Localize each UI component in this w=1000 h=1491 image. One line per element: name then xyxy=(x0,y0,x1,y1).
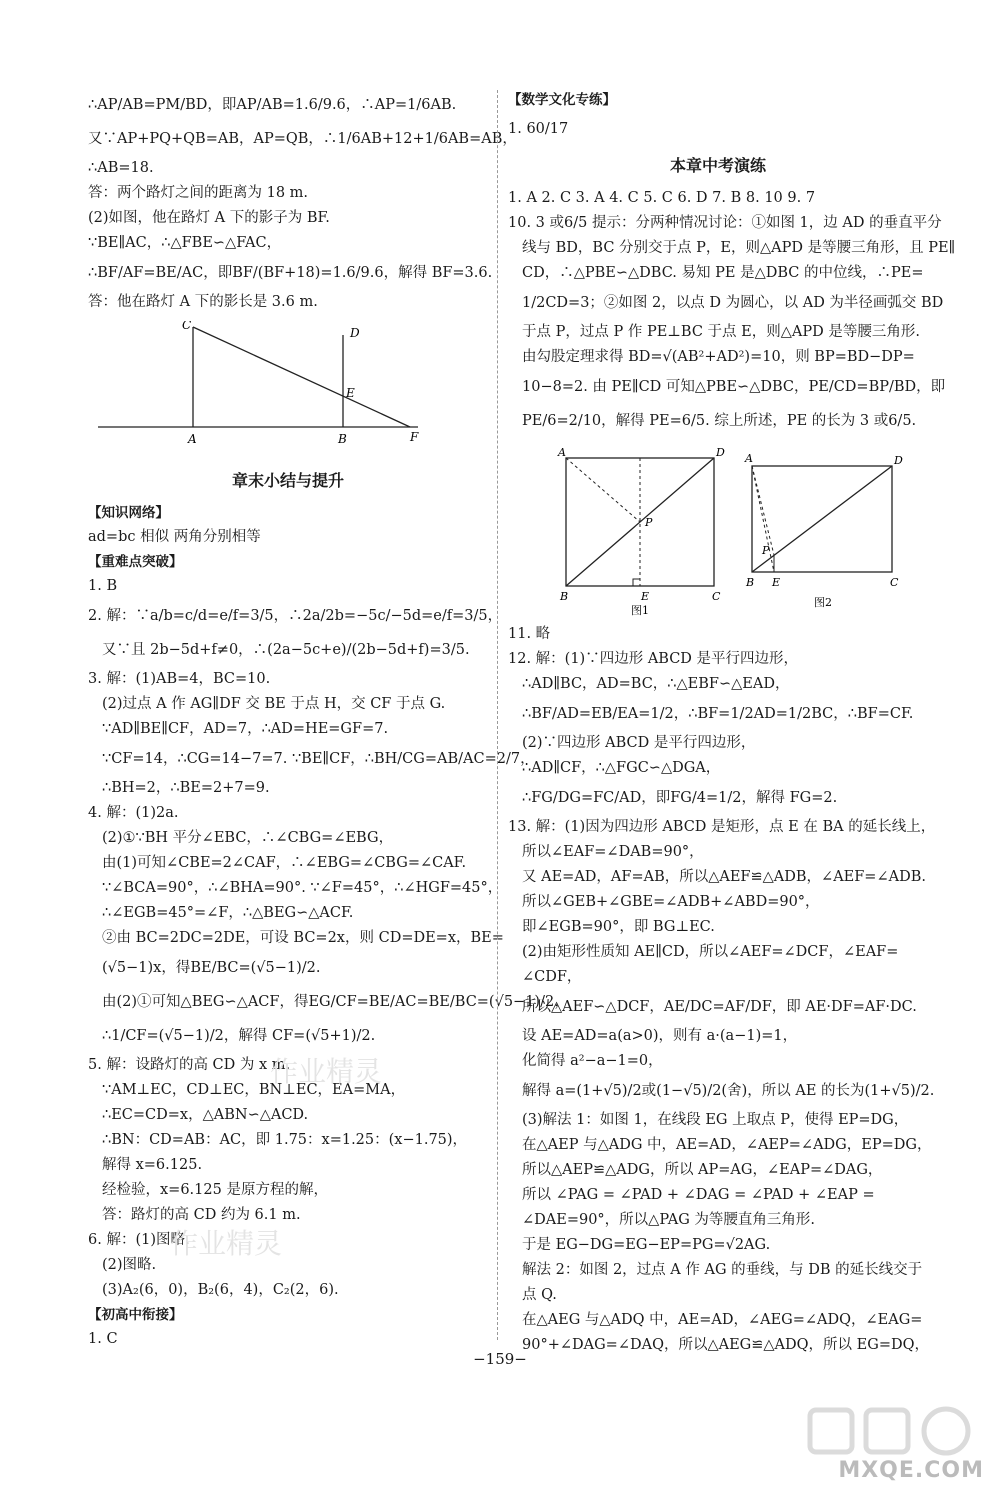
subsection-header: 【知识网络】 xyxy=(88,505,169,521)
text-line: ∴BH=2，∴BE=2+7=9. xyxy=(102,780,270,796)
text-line: ∴AB=18. xyxy=(88,160,154,176)
text-line: 即∠EGB=90°，即 BG⊥EC. xyxy=(522,919,715,935)
text-line: 于是 EG−DG=EG−EP=PG=√2AG. xyxy=(522,1237,771,1253)
text-line: 又∵且 2b−5d+f≠0，∴(2a−5c+e)/(2b−5d+f)=3/5. xyxy=(102,642,470,658)
text-line: 在△AEG 与△ADQ 中，AE=AD，∠AEG=∠ADQ，∠EAG= xyxy=(522,1312,923,1328)
fig1-label-D: D xyxy=(716,446,725,459)
text-line: ∵AD∥BE∥CF，AD=7，∴AD=HE=GF=7. xyxy=(102,721,389,737)
text-line: 3. 解：(1)AB=4，BC=10. xyxy=(88,671,271,687)
label-F: F xyxy=(410,430,419,444)
text-line: 设 AE=AD=a(a>0)，则有 a·(a−1)=1， xyxy=(522,1028,798,1044)
text-line: ∴EC=CD=x，△ABN∽△ACD. xyxy=(102,1107,309,1123)
text-line: 由勾股定理求得 BD=√(AB²+AD²)=10，则 BP=BD−DP= xyxy=(522,349,915,365)
text-line: 解得 a=(1+√5)/2或(1−√5)/2(舍)，所以 AE 的长为(1+√5)/2. xyxy=(522,1083,935,1099)
rect-figures-wrap xyxy=(508,446,928,616)
text-line: ∵∠BCA=90°，∴∠BHA=90°. ∵∠F=45°，∴∠HGF=45°， xyxy=(102,880,503,896)
text-line: ∴AD∥CF，∴△FGC∽△DGA， xyxy=(522,760,721,776)
text-line: 所以 ∠PAG = ∠PAD + ∠DAG = ∠PAD + ∠EAP = xyxy=(522,1187,875,1203)
text-line: ∴BF/AF=BE/AC，即BF/(BF+18)=1.6/9.6，解得 BF=3.6. xyxy=(88,265,493,281)
text-line: (2)如图，他在路灯 A 下的影子为 BF. xyxy=(88,210,330,226)
ghost-watermark-2: 作业精灵 xyxy=(170,1227,283,1260)
fig1-label-B: B xyxy=(560,590,569,603)
text-line: (2)图略. xyxy=(102,1257,157,1273)
fig2-label-E: E xyxy=(772,576,781,589)
text-line: 1. A 2. C 3. A 4. C 5. C 6. D 7. B 8. 10 9. 7 xyxy=(508,190,816,206)
page-number: −159− xyxy=(473,1350,527,1368)
label-E: E xyxy=(346,386,355,400)
text-line: 在△AEP 与△ADG 中，AE=AD，∠AEP=∠ADG，EP=DG， xyxy=(522,1137,932,1153)
label-C: C xyxy=(182,321,192,332)
shadow-figure xyxy=(88,321,428,451)
fig2-label-P: P xyxy=(762,544,770,557)
text-line: 于点 P，过点 P 作 PE⊥BC 于点 E，则△APD 是等腰三角形. xyxy=(522,324,920,340)
text-line: 4. 解：(1)2a. xyxy=(88,805,179,821)
text-line: (2)①∵BH 平分∠EBC，∴∠CBG=∠EBG， xyxy=(102,830,394,846)
text-line: PE/6=2/10，解得 PE=6/5. 综上所述，PE 的长为 3 或6/5. xyxy=(522,413,917,429)
text-line: ∴∠EGB=45°=∠F，∴△BEG∽△ACF. xyxy=(102,905,354,921)
text-line: ∵CF=14，∴CG=14−7=7. ∵BE∥CF，∴BH/CG=AB/AC=2/7， xyxy=(102,751,535,767)
rectangle-figures xyxy=(556,446,928,616)
shadow-figure-wrap xyxy=(88,321,488,455)
fig1-label-C: C xyxy=(712,590,721,603)
text-line: 11. 略 xyxy=(508,626,551,642)
text-line: (2)∵四边形 ABCD 是平行四边形， xyxy=(522,735,756,751)
text-line: ad=bc 相似 两角分别相等 xyxy=(88,529,261,545)
text-line: 答：他在路灯 A 下的影长是 3.6 m. xyxy=(88,294,318,310)
text-line: ∵AM⊥EC，CD⊥EC，BN⊥EC，EA=MA， xyxy=(102,1082,406,1098)
text-line: (2)由矩形性质知 AE∥CD，所以∠AEF=∠DCF，∠EAF= xyxy=(522,944,899,960)
text-line: (√5−1)x，得BE/BC=(√5−1)/2. xyxy=(102,960,321,976)
text-line: 所以∠EAF=∠DAB=90°， xyxy=(522,844,704,860)
section-title: 本章中考演练 xyxy=(669,156,766,175)
text-line: (2)过点 A 作 AG∥DF 交 BE 于点 H，交 CF 于点 G. xyxy=(102,696,446,712)
text-line: 1. C xyxy=(88,1331,118,1347)
text-line: 所以△AEP≌△ADG，所以 AP=AG，∠EAP=∠DAG， xyxy=(522,1162,883,1178)
text-line: (3)解法 1：如图 1，在线段 EG 上取点 P，使得 EP=DG， xyxy=(522,1112,909,1128)
fig1-caption: 图1 xyxy=(631,604,649,616)
text-line: 由(2)①可知△BEG∽△ACF，得EG/CF=BE/AC=BE/BC=(√5−1)/2， xyxy=(102,994,569,1010)
fig2-label-C: C xyxy=(890,576,899,589)
text-line: 解法 2：如图 2，过点 A 作 AG 的垂线，与 DB 的延长线交于 xyxy=(522,1262,923,1278)
text-line: 答：路灯的高 CD 约为 6.1 m. xyxy=(102,1207,301,1223)
text-line: 化简得 a²−a−1=0， xyxy=(522,1053,663,1069)
text-line: CD，∴△PBE∽△DBC. 易知 PE 是△DBC 的中位线，∴PE= xyxy=(522,265,924,281)
text-line: ②由 BC=2DC=2DE，可设 BC=2x，则 CD=DE=x，BE= xyxy=(102,930,504,946)
text-line: ∴AP/AB=PM/BD，即AP/AB=1.6/9.6，∴AP=1/6AB. xyxy=(88,97,457,113)
text-line: ∵BE∥AC，∴△FBE∽△FAC， xyxy=(88,235,282,251)
column-divider xyxy=(497,90,498,1340)
text-line: 所以∠GEB+∠GBE=∠ADB+∠ABD=90°， xyxy=(522,894,820,910)
text-line: 解得 x=6.125. xyxy=(102,1157,203,1173)
text-line: (3)A₂(6，0)，B₂(6，4)，C₂(2，6). xyxy=(102,1282,339,1298)
text-line: 线与 BD，BC 分别交于点 P，E，则△APD 是等腰三角形，且 PE∥ xyxy=(522,240,956,256)
text-line: 6. 解：(1)图略. xyxy=(88,1232,190,1248)
fig1-label-P: P xyxy=(645,516,653,529)
text-line: 点 Q. xyxy=(522,1287,557,1303)
text-line: 13. 解：(1)因为四边形 ABCD 是矩形，点 E 在 BA 的延长线上， xyxy=(508,819,936,835)
text-line: 又 AE=AD，AF=AB，所以△AEF≌△ADB，∠AEF=∠ADB. xyxy=(522,869,926,885)
label-A: A xyxy=(188,432,197,446)
text-line: 经检验，x=6.125 是原方程的解， xyxy=(102,1182,328,1198)
text-line: ∴1/CF=(√5−1)/2，解得 CF=(√5+1)/2. xyxy=(102,1028,376,1044)
subsection-header: 【数学文化专练】 xyxy=(508,92,616,108)
ghost-watermark-1: 作业精灵 xyxy=(270,1055,383,1088)
text-line: 1. 60/17 xyxy=(508,121,569,137)
text-line: ∴BN：CD=AB：AC，即 1.75：x=1.25：(x−1.75)， xyxy=(102,1132,468,1148)
section-title: 章末小结与提升 xyxy=(231,471,344,490)
right-column xyxy=(508,88,956,1358)
text-line: ∴BF/AD=EB/EA=1/2，∴BF=1/2AD=1/2BC，∴BF=CF. xyxy=(522,706,914,722)
text-line: 由(1)可知∠CBE=2∠CAF，∴∠EBG=∠CBG=∠CAF. xyxy=(102,855,467,871)
fig2-label-A: A xyxy=(745,452,753,465)
subsection-header: 【重难点突破】 xyxy=(88,554,183,570)
label-B: B xyxy=(338,432,347,446)
text-line: 10−8=2. 由 PE∥CD 可知△PBE∽△DBC，PE/CD=BP/BD，即 xyxy=(522,379,946,395)
site-url-watermark: MXQE.COM xyxy=(838,1458,984,1483)
text-line: 1. B xyxy=(88,578,118,594)
figure-1 xyxy=(556,446,726,616)
text-line: ∴FG/DG=FC/AD，即FG/4=1/2，解得 FG=2. xyxy=(522,790,838,806)
text-line: 答：两个路灯之间的距离为 18 m. xyxy=(88,185,309,201)
fig2-caption: 图2 xyxy=(814,596,832,609)
fig1-label-E: E xyxy=(641,590,650,603)
text-line: 5. 解：设路灯的高 CD 为 x m. xyxy=(88,1057,291,1073)
text-line: 1/2CD=3；②如图 2，以点 D 为圆心，以 AD 为半径画弧交 BD xyxy=(522,295,944,311)
text-line: 2. 解：∵a/b=c/d=e/f=3/5，∴2a/2b=−5c/−5d=e/f=3/5， xyxy=(88,608,503,624)
text-line: ∴AD∥BC，AD=BC，∴△EBF∽△EAD， xyxy=(522,676,790,692)
text-line: ∠DAE=90°，所以△PAG 为等腰直角三角形. xyxy=(522,1212,816,1228)
text-line: 所以△AEF∽△DCF，AE/DC=AF/DF，即 AE·DF=AF·DC. xyxy=(522,999,917,1015)
fig1-label-A: A xyxy=(558,446,566,459)
fig2-label-D: D xyxy=(894,454,903,467)
label-D: D xyxy=(350,326,360,340)
text-line: 10. 3 或6/5 提示：分两种情况讨论：①如图 1，边 AD 的垂直平分 xyxy=(508,215,942,231)
text-line: ∠CDF， xyxy=(522,969,582,985)
text-line: 12. 解：(1)∵四边形 ABCD 是平行四边形， xyxy=(508,651,799,667)
fig2-label-B: B xyxy=(746,576,755,589)
text-line: 90°+∠DAG=∠DAQ，所以△AEG≌△ADQ，所以 EG=DQ， xyxy=(522,1337,929,1353)
figure-2 xyxy=(742,446,912,616)
subsection-header: 【初高中衔接】 xyxy=(88,1307,183,1323)
text-line: 又∵AP+PQ+QB=AB，AP=QB，∴1/6AB+12+1/6AB=AB， xyxy=(88,131,517,147)
